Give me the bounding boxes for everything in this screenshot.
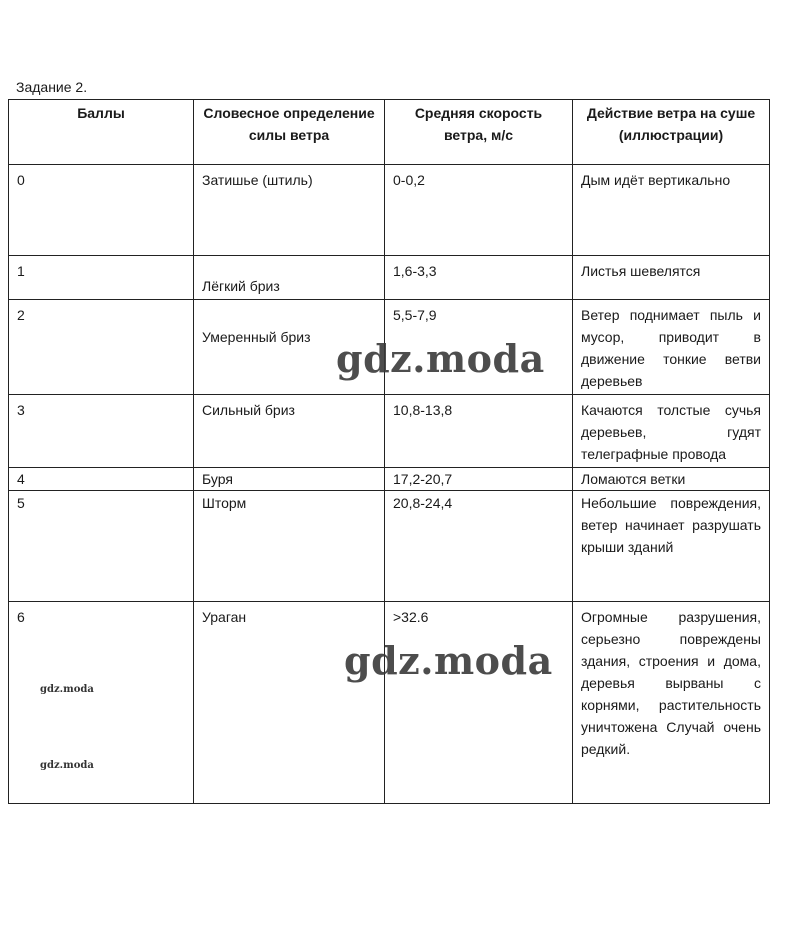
table-row [9, 256, 770, 300]
cell-effect: Качаются толстые сучья деревьев, гудят телеграфные провода [573, 395, 770, 468]
cell-speed: 0-0,2 [385, 165, 573, 256]
cell-speed: 10,8-13,8 [385, 395, 573, 468]
watermark: gdz.moda [344, 638, 553, 683]
cell-speed: 5,5-7,9 [385, 300, 573, 395]
watermark-small: gdz.moda [40, 760, 94, 771]
cell-speed: >32.6 [385, 602, 573, 804]
cell-effect: Огромные разрушения, серьезно повреждены здания, строения и дома, деревья вырваны с корнями, растительность уничтожена Случай очень редкий. [573, 602, 770, 804]
cell-effect: Небольшие повреждения, ветер начинает разрушать крыши зданий [573, 491, 770, 602]
cell-effect: Ветер поднимает пыль и мусор, приводит в движение тонкие ветви деревьев [573, 300, 770, 395]
wind-scale-table [8, 99, 770, 804]
table-row [9, 468, 770, 491]
cell-name: Ураган [194, 602, 385, 804]
table-row [9, 491, 770, 602]
table-row [9, 395, 770, 468]
cell-speed: 1,6-3,3 [385, 256, 573, 300]
header-name: Словесное определение силы ветра [194, 100, 385, 165]
cell-name: Умеренный бриз [194, 300, 385, 395]
header-effect: Действие ветра на суше (иллюстрации) [573, 100, 770, 165]
cell-score: 4 [9, 468, 194, 491]
cell-score: 3 [9, 395, 194, 468]
header-speed: Средняя скорость ветра, м/с [385, 100, 573, 165]
cell-name: Шторм [194, 491, 385, 602]
cell-name: Затишье (штиль) [194, 165, 385, 256]
watermark: gdz.moda [336, 336, 545, 381]
table-row [9, 165, 770, 256]
header-row [9, 100, 770, 165]
cell-effect: Дым идёт вертикально [573, 165, 770, 256]
cell-effect: Листья шевелятся [573, 256, 770, 300]
table-row [9, 602, 770, 804]
cell-score: 0 [9, 165, 194, 256]
cell-score: 5 [9, 491, 194, 602]
cell-name: Буря [194, 468, 385, 491]
cell-speed: 17,2-20,7 [385, 468, 573, 491]
cell-speed: 20,8-24,4 [385, 491, 573, 602]
header-score: Баллы [9, 100, 194, 165]
cell-score: 1 [9, 256, 194, 300]
cell-effect: Ломаются ветки [573, 468, 770, 491]
cell-name: Сильный бриз [194, 395, 385, 468]
cell-score: 6 [9, 602, 194, 804]
watermark-small: gdz.moda [40, 684, 94, 695]
cell-score: 2 [9, 300, 194, 395]
cell-name: Лёгкий бриз [194, 256, 385, 300]
task-title: Задание 2. [16, 79, 88, 95]
